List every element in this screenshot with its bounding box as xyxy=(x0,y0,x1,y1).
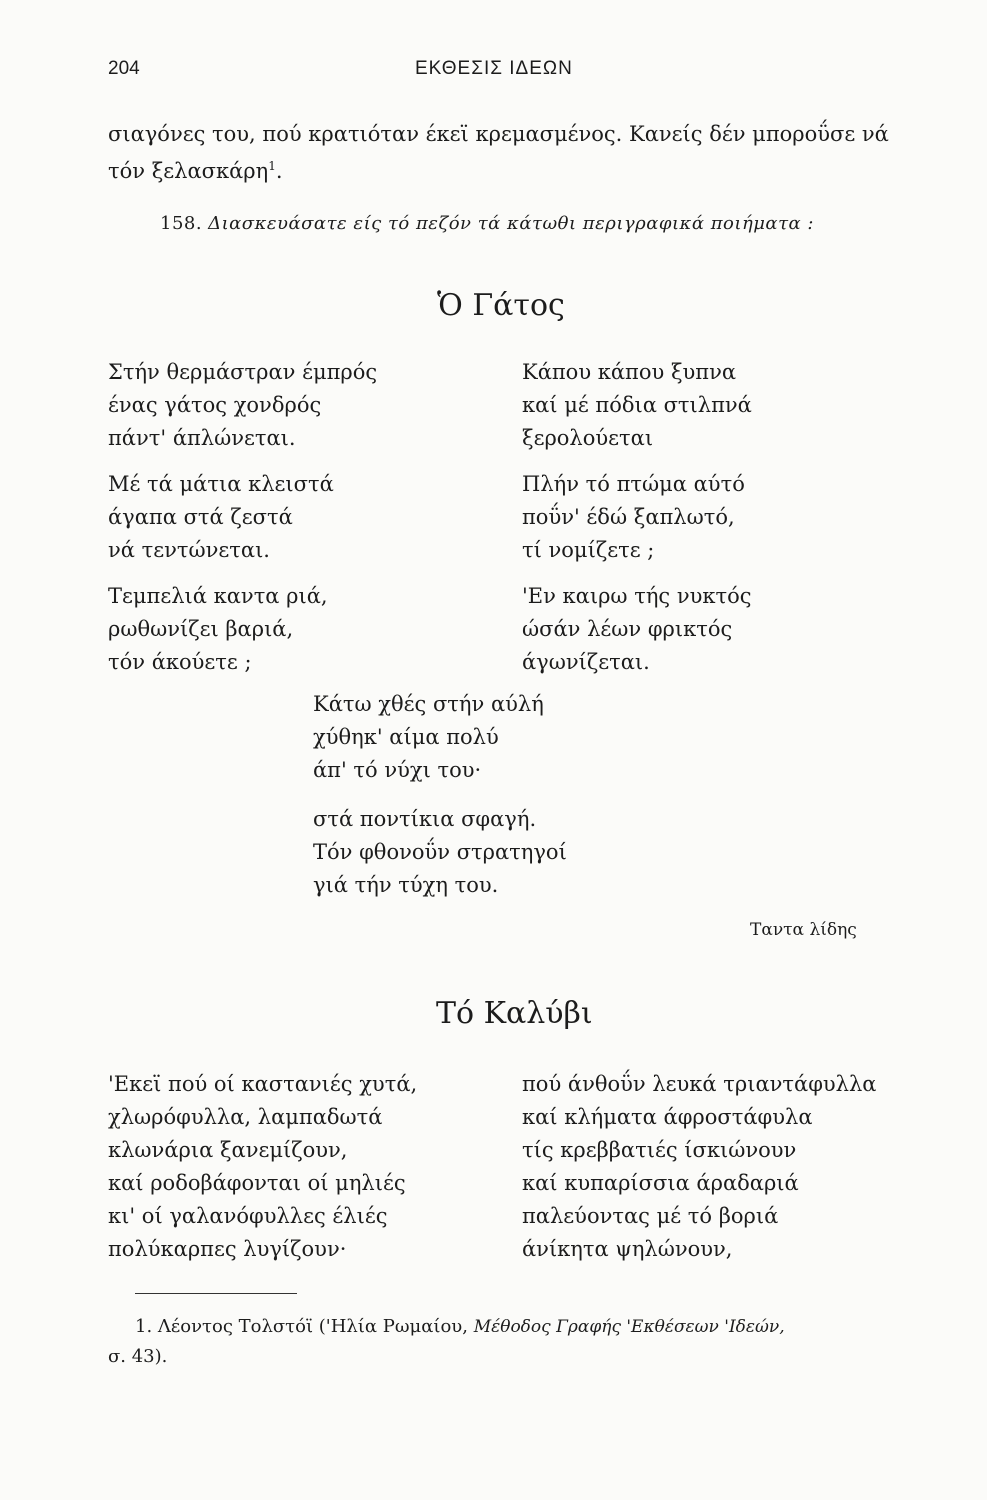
poem-line: Κάτω χθές στήν αύλή xyxy=(313,692,544,716)
poem-line: άνίκητα ψηλώνουν, xyxy=(522,1237,733,1261)
poem-line: Τόν φθονοΰν στρατηγοί xyxy=(313,840,567,864)
stanza xyxy=(522,580,752,679)
stanza xyxy=(108,1068,417,1266)
poem-line: Στήν θερμάστραν έμπρός xyxy=(108,360,378,384)
footnote-ref: 1 xyxy=(268,159,276,173)
poem-line: καί κλήματα άφροστάφυλα xyxy=(522,1105,813,1129)
prose-line: σιαγόνες του, πού κρατιόταν έκεϊ κρεμασμένος. Κανείς δέν μποροΰσε νά xyxy=(108,122,889,146)
poem-line: άπ' τό νύχι του· xyxy=(313,758,482,782)
poem-line: καί ροδοβάφονται οί μηλιές xyxy=(108,1171,406,1195)
poem-line: πολύκαρπες λυγίζουν· xyxy=(108,1237,347,1261)
poem-line: τί νομίζετε ; xyxy=(522,538,655,562)
poem-line: 'Εκεϊ πού οί καστανιές χυτά, xyxy=(108,1072,418,1096)
poem-line: κι' οί γαλανόφυλλες έλιές xyxy=(108,1204,388,1228)
poem-line: άγαπα στά ζεστά xyxy=(108,505,293,529)
poem-line: τίς κρεββατιές ίσκιώνουν xyxy=(522,1138,797,1162)
poem-line: καί μέ πόδια στιλπνά xyxy=(522,393,752,417)
poem-line: ώσάν λέων φρικτός xyxy=(522,617,733,641)
poem-line: Κάπου κάπου ξυπνα xyxy=(522,360,737,384)
poem-line: γιά τήν τύχη του. xyxy=(313,873,499,897)
prose-line: τόν ξελασκάρη$^1$. xyxy=(108,159,283,183)
poem-line: νά τεντώνεται. xyxy=(108,538,270,562)
poem-line: ξερολούεται xyxy=(522,426,654,450)
exercise-text: Διασκευάσατε είς τό πεζόν τά κάτωθι περιγραφικά ποιήματα : xyxy=(208,213,814,234)
footnote-line: σ. 43). xyxy=(108,1346,168,1367)
poem-line: ρωθωνίζει βαριά, xyxy=(108,617,294,641)
footnote-line xyxy=(135,1312,935,1342)
poem-line: χλωρόφυλλα, λαμπαδωτά xyxy=(108,1105,383,1129)
poem-line: άγωνίζεται. xyxy=(522,650,650,674)
poem-line: πάντ' άπλώνεται. xyxy=(108,426,296,450)
stanza xyxy=(313,688,544,787)
poem-line: Πλήν τό πτώμα αύτό xyxy=(522,472,745,496)
poem-line: κλωνάρια ξανεμίζουν, xyxy=(108,1138,348,1162)
poem-line: ένας γάτος χονδρός xyxy=(108,393,322,417)
footnote-book-title: Μέθοδος Γραφής 'Εκθέσεων 'Ιδεών, xyxy=(473,1317,785,1337)
poem-line: στά ποντίκια σφαγή. xyxy=(313,807,537,831)
poem-line: Μέ τά μάτια κλειστά xyxy=(108,472,334,496)
footnote-text: Λέοντος Τολστόϊ ('Ηλία Ρωμαίου, xyxy=(157,1316,468,1337)
poem-line: Τεμπελιά καντα ριά, xyxy=(108,584,328,608)
stanza xyxy=(313,803,567,902)
poem-author: Ταντα λίδης xyxy=(750,920,857,940)
stanza xyxy=(108,468,334,567)
poem-line: 'Εν καιρω τής νυκτός xyxy=(522,584,752,608)
poem-title: Ὁ Γάτος xyxy=(437,288,565,323)
stanza xyxy=(522,356,752,455)
page-number: 204 xyxy=(108,58,140,79)
footnote-divider xyxy=(135,1293,297,1294)
poem-line: καί κυπαρίσσια άραδαριά xyxy=(522,1171,799,1195)
poem-line: τόν άκούετε ; xyxy=(108,650,252,674)
poem-title: Τό Καλύβι xyxy=(436,996,593,1031)
poem-line: παλεύοντας μέ τό βοριά xyxy=(522,1204,779,1228)
stanza xyxy=(108,356,377,455)
poem-line: πού άνθοΰν λευκά τριαντάφυλλα xyxy=(522,1072,877,1096)
prose-paragraph xyxy=(108,118,908,187)
running-title: ΕΚΘΕΣΙΣ ΙΔΕΩΝ xyxy=(415,58,573,79)
footnote-number: 1. xyxy=(135,1316,153,1337)
exercise-instruction xyxy=(160,213,814,234)
poem-line: ποΰν' έδώ ξαπλωτό, xyxy=(522,505,735,529)
footnote xyxy=(108,1312,935,1372)
exercise-number: 158. xyxy=(160,213,203,234)
stanza xyxy=(522,468,745,567)
poem-line: χύθηκ' αίμα πολύ xyxy=(313,725,499,749)
stanza xyxy=(108,580,328,679)
stanza xyxy=(522,1068,876,1266)
